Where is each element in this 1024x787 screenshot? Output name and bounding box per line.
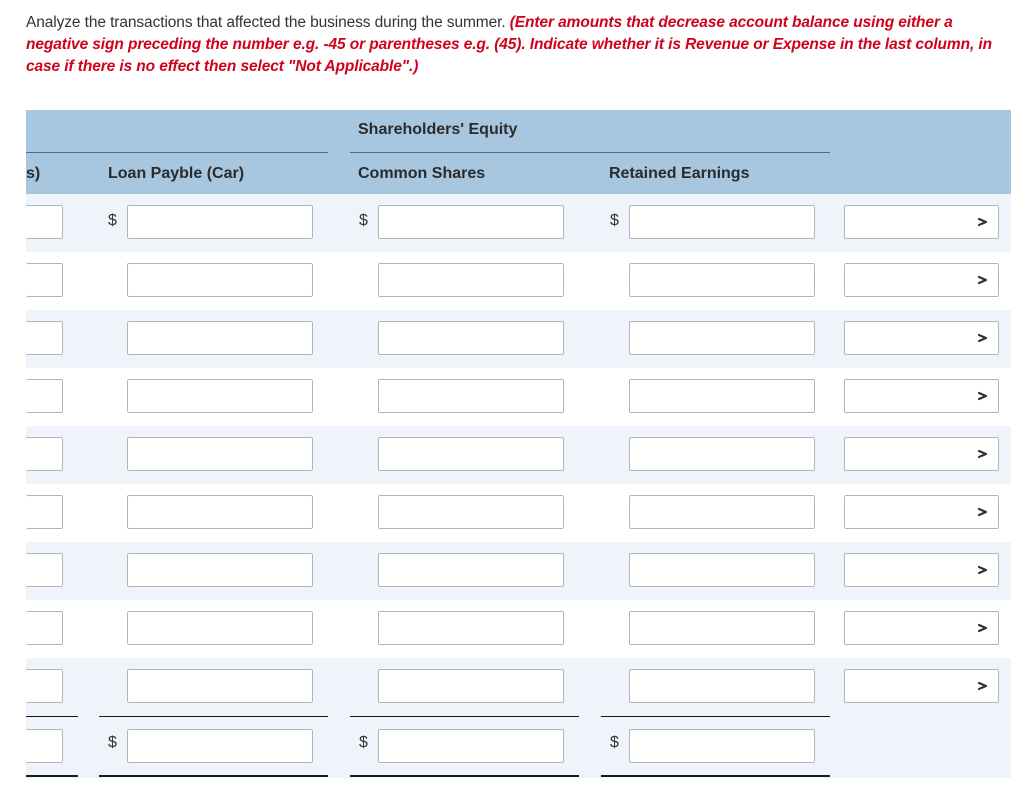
table-body [26, 194, 1011, 778]
amount-input-common-shares[interactable] [378, 321, 564, 355]
table-row [26, 426, 1011, 484]
revenue-expense-select[interactable] [844, 263, 999, 297]
table-row [26, 658, 1011, 716]
table-row [26, 310, 1011, 368]
total-rule-top [350, 716, 579, 717]
total-rule-top [99, 716, 328, 717]
amount-input-loan-payable[interactable] [127, 437, 313, 471]
amount-input-retained-earnings[interactable] [629, 321, 815, 355]
amount-input-retained-earnings[interactable] [629, 553, 815, 587]
table-row [26, 542, 1011, 600]
revenue-expense-select[interactable] [844, 553, 999, 587]
dollar-sign: $ [108, 734, 117, 751]
amount-input-partial-column[interactable] [26, 205, 63, 239]
amount-input-partial-column[interactable] [26, 263, 63, 297]
total-double-rule [26, 775, 78, 777]
total-rule-top [601, 716, 830, 717]
chevron-down-icon [976, 563, 990, 577]
instructions-text [26, 12, 1011, 78]
table-row [26, 252, 1011, 310]
amount-input-partial-column[interactable] [26, 669, 63, 703]
amount-input-retained-earnings[interactable] [629, 611, 815, 645]
instructions-plain: Analyze the transactions that affected the business during the summer. [26, 14, 510, 31]
amount-input-loan-payable[interactable] [127, 263, 313, 297]
chevron-down-icon [976, 273, 990, 287]
amount-input-common-shares[interactable] [378, 263, 564, 297]
revenue-expense-select[interactable] [844, 205, 999, 239]
amount-input-retained-earnings[interactable] [629, 379, 815, 413]
chevron-down-icon [976, 389, 990, 403]
revenue-expense-select[interactable] [844, 379, 999, 413]
amount-input-common-shares[interactable] [378, 611, 564, 645]
chevron-down-icon [976, 331, 990, 345]
total-double-rule [99, 775, 328, 777]
chevron-down-icon [976, 621, 990, 635]
col-header-partial: s) [26, 165, 41, 182]
amount-input-common-shares[interactable] [378, 437, 564, 471]
table-row [26, 600, 1011, 658]
transaction-analysis-table [26, 110, 1011, 778]
col-header-common-shares: Common Shares [358, 165, 486, 182]
table-row [26, 194, 1011, 252]
dollar-sign: $ [610, 734, 619, 751]
amount-input-loan-payable[interactable] [127, 205, 313, 239]
amount-input-common-shares[interactable] [378, 379, 564, 413]
table-row [26, 368, 1011, 426]
amount-input-loan-payable[interactable] [127, 611, 313, 645]
amount-input-common-shares[interactable] [378, 205, 564, 239]
total-double-rule [601, 775, 830, 777]
amount-input-retained-earnings[interactable] [629, 263, 815, 297]
chevron-down-icon [976, 447, 990, 461]
table-row [26, 484, 1011, 542]
amount-input-loan-payable[interactable] [127, 669, 313, 703]
dollar-sign: $ [359, 734, 368, 751]
chevron-down-icon [976, 679, 990, 693]
revenue-expense-select[interactable] [844, 611, 999, 645]
amount-input-retained-earnings[interactable] [629, 205, 815, 239]
totals-row [26, 716, 1011, 778]
total-rule-top [26, 716, 78, 717]
dollar-sign: $ [108, 212, 117, 229]
revenue-expense-select[interactable] [844, 669, 999, 703]
amount-input-partial-column[interactable] [26, 611, 63, 645]
total-input-partial-column[interactable] [26, 729, 63, 763]
chevron-down-icon [976, 505, 990, 519]
amount-input-common-shares[interactable] [378, 553, 564, 587]
amount-input-retained-earnings[interactable] [629, 437, 815, 471]
amount-input-partial-column[interactable] [26, 321, 63, 355]
amount-input-loan-payable[interactable] [127, 553, 313, 587]
chevron-down-icon [976, 215, 990, 229]
amount-input-retained-earnings[interactable] [629, 669, 815, 703]
col-header-loan-payable: Loan Payble (Car) [108, 165, 245, 182]
total-input-loan-payable[interactable] [127, 729, 313, 763]
revenue-expense-select[interactable] [844, 495, 999, 529]
col-header-retained-earnings: Retained Earnings [609, 165, 750, 182]
table-column-header-row [26, 153, 1011, 194]
dollar-sign: $ [359, 212, 368, 229]
revenue-expense-select[interactable] [844, 437, 999, 471]
amount-input-loan-payable[interactable] [127, 379, 313, 413]
total-input-retained-earnings[interactable] [629, 729, 815, 763]
amount-input-loan-payable[interactable] [127, 495, 313, 529]
amount-input-common-shares[interactable] [378, 495, 564, 529]
amount-input-retained-earnings[interactable] [629, 495, 815, 529]
shareholders-equity-header: Shareholders' Equity [358, 121, 518, 138]
total-double-rule [350, 775, 579, 777]
amount-input-partial-column[interactable] [26, 495, 63, 529]
total-input-common-shares[interactable] [378, 729, 564, 763]
revenue-expense-select[interactable] [844, 321, 999, 355]
amount-input-common-shares[interactable] [378, 669, 564, 703]
amount-input-partial-column[interactable] [26, 379, 63, 413]
amount-input-loan-payable[interactable] [127, 321, 313, 355]
instructions-red: (Enter amounts that decrease account balance using either a negative sign preceding the number e.g. -45 or parentheses e.g. (45). Indicate whether it is Revenue or Expense in the last column, in case if there is no effect then select "Not Applicable".) [26, 14, 992, 75]
amount-input-partial-column[interactable] [26, 553, 63, 587]
amount-input-partial-column[interactable] [26, 437, 63, 471]
table-group-header-row [26, 110, 1011, 153]
dollar-sign: $ [610, 212, 619, 229]
